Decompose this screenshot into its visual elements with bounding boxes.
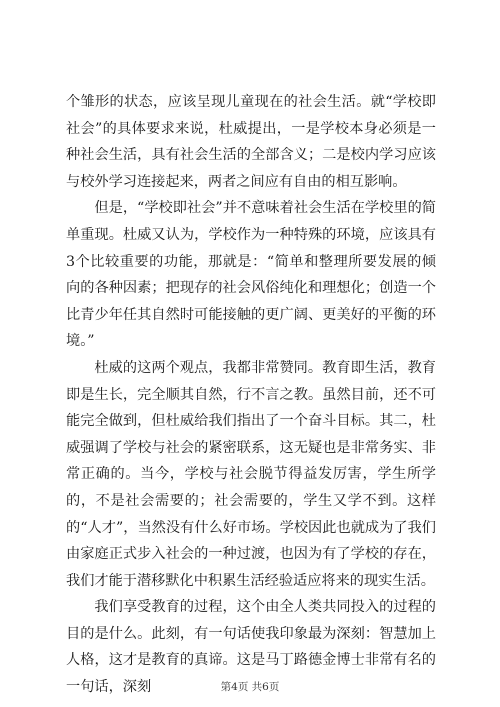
paragraph-purpose-of-education: 我们享受教育的过程，这个由全人类共同投入的过程的目的是什么。此刻，有一句话使我印象最为深刻：智慧加上人格，这才是教育的真谛。这是马丁路德金博士非常有名的一句话，深刻 [66, 599, 436, 696]
paragraph-continuation: 个雏形的状态，应该呈现儿童现在的社会生活。就“学校即社会”的具体要求来说，杜威提出，一是学校本身必须是一种社会生活，具有社会生活的全部含义；二是校内学习应该与校外学习连接起来，两者之间应有自由的相互影响。 [66, 94, 436, 190]
paragraph-agreement: 杜威的这两个观点，我都非常赞同。教育即生活，教育即是生长，完全顺其自然，行不言之教。虽然目前，还不可能完全做到，但杜威给我们指出了一个奋斗目标。其二，杜威强调了学校与社会的紧密联系，这无疑也是非常务实、非常正确的。当今，学校与社会脱节得益发厉害，学生所学的，不是社会需要的；社会需要的，学生又学不到。这样的“人才”，当然没有什么好市场。学校因此也就成为了我们由家庭正式步入社会的一种过渡，也因为有了学校的存在，我们才能于潜移默化中积累生活经验适应将来的现实生活。 [66, 359, 436, 589]
page-number-footer: 第4页 共6页 [220, 681, 280, 693]
paragraph-school-is-society: 但是，“学校即社会”并不意味着社会生活在学校里的简单重现。杜威又认为，学校作为一种特殊的环境，应该具有3个比较重要的功能，那就是：“简单和整理所要发展的倾向的各种因素；把现存的社会风俗纯化和理想化；创造一个比青少年任其自然时可能接触的更广阔、更美好的平衡的环境。” [66, 200, 436, 350]
body-text [66, 89, 436, 701]
